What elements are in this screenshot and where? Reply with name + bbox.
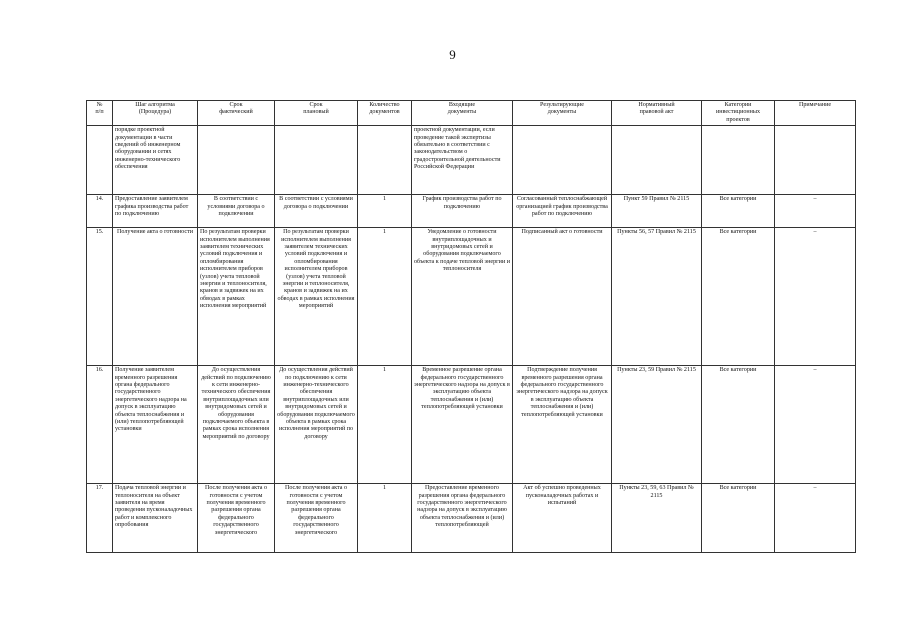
header-number: № п/п <box>87 101 113 126</box>
cell-planned-term: В соответствии с условиями договора о подключении <box>275 195 358 228</box>
header-actual-term: Срок фактический <box>198 101 275 126</box>
cell-note: – <box>775 484 856 553</box>
table-row <box>87 228 856 366</box>
cell-note <box>775 126 856 195</box>
cell-doc-count <box>358 126 412 195</box>
header-step: Шаг алгоритма (Процедура) <box>113 101 198 126</box>
table-header-row <box>87 101 856 126</box>
table-row <box>87 126 856 195</box>
cell-planned-term: По результатам проверки исполнителем выполнения заявителем технических условий подключения и опломбирования исполнителем приборов (узлов) учета тепловой энергии и теплоносителя, кранов и задвижек на их обводах в рамках исполнения мероприятий <box>275 228 358 366</box>
cell-result-docs <box>513 126 612 195</box>
cell-doc-count: 1 <box>358 366 412 484</box>
algorithm-table <box>86 100 856 553</box>
table-row <box>87 195 856 228</box>
cell-doc-count: 1 <box>358 195 412 228</box>
cell-step: порядке проектной документации в части сведений об инженерном оборудовании и сетях инженерно-технического обеспечения <box>113 126 198 195</box>
cell-category <box>702 126 775 195</box>
cell-category: Все категории <box>702 228 775 366</box>
cell-step: Предоставление заявителем графика производства работ по подключению <box>113 195 198 228</box>
table-row <box>87 366 856 484</box>
cell-note: – <box>775 366 856 484</box>
cell-category: Все категории <box>702 366 775 484</box>
cell-step: Получение акта о готовности <box>113 228 198 366</box>
cell-legal-act: Пункты 23, 59 Правил № 2115 <box>612 366 702 484</box>
cell-category: Все категории <box>702 484 775 553</box>
cell-incoming-docs: Предоставление временного разрешения органа федерального государственного энергетического надзора на допуск в эксплуатацию объекта теплоснабжения и (или) теплопотребляющей <box>412 484 513 553</box>
header-note: Примечание <box>775 101 856 126</box>
header-project-categories: Категории инвестиционных проектов <box>702 101 775 126</box>
cell-planned-term <box>275 126 358 195</box>
cell-planned-term: До осуществления действий по подключению к сети инженерно-технического обеспечения внутриплощадочных или внутридомовых сетей и оборудования подключаемого объекта в рамках срока исполнения мероприятий по договору <box>275 366 358 484</box>
cell-planned-term: После получения акта о готовности с учетом получения временного разрешения органа федерального государственного энергетического <box>275 484 358 553</box>
cell-actual-term: После получения акта о готовности с учетом получения временного разрешения органа федерального государственного энергетического <box>198 484 275 553</box>
cell-number: 16. <box>87 366 113 484</box>
cell-legal-act: Пункт 59 Правил № 2115 <box>612 195 702 228</box>
cell-legal-act: Пункты 56, 57 Правил № 2115 <box>612 228 702 366</box>
cell-legal-act <box>612 126 702 195</box>
cell-step: Подача тепловой энергии и теплоносителя на объект заявителя на время проведения пусконаладочных работ и комплексного опробования <box>113 484 198 553</box>
header-legal-act: Нормативный правовой акт <box>612 101 702 126</box>
cell-incoming-docs: Уведомление о готовности внутриплощадочных и внутридомовых сетей и оборудования подключаемого объекта к подаче тепловой энергии и теплоносителя <box>412 228 513 366</box>
cell-incoming-docs: График производства работ по подключению <box>412 195 513 228</box>
cell-doc-count: 1 <box>358 484 412 553</box>
cell-result-docs: Подтверждение получения временного разрешения органа федерального государственного энергетического надзора на допуск в эксплуатацию объекта теплоснабжения и (или) теплопотребляющей установки <box>513 366 612 484</box>
cell-result-docs: Согласованный теплоснабжающей организацией график производства работ по подключению <box>513 195 612 228</box>
cell-category: Все категории <box>702 195 775 228</box>
cell-number: 14. <box>87 195 113 228</box>
cell-incoming-docs: проектной документации, если проведение такой экспертизы обязательно в соответствии с законодательством о градостроительной деятельности Российской Федерации <box>412 126 513 195</box>
header-doc-count: Количество документов <box>358 101 412 126</box>
cell-legal-act: Пункты 23, 59, 63 Правил № 2115 <box>612 484 702 553</box>
table-row <box>87 484 856 553</box>
cell-actual-term <box>198 126 275 195</box>
cell-note: – <box>775 228 856 366</box>
cell-doc-count: 1 <box>358 228 412 366</box>
cell-number: 15. <box>87 228 113 366</box>
cell-actual-term: До осуществления действий по подключению к сети инженерно-технического обеспечения внутриплощадочных или внутридомовых сетей и оборудования подключаемого объекта в рамках срока исполнения мероприятий по договору <box>198 366 275 484</box>
cell-actual-term: По результатам проверки исполнителем выполнения заявителем технических условий подключения и опломбирования исполнителем приборов (узлов) учета тепловой энергии и теплоносителя, кранов и задвижек на их обводах в рамках исполнения мероприятий <box>198 228 275 366</box>
cell-result-docs: Подписанный акт о готовности <box>513 228 612 366</box>
cell-actual-term: В соответствии с условиями договора о подключении <box>198 195 275 228</box>
header-incoming-docs: Входящие документы <box>412 101 513 126</box>
cell-result-docs: Акт об успешно проведенных пусконаладочных работах и испытаний <box>513 484 612 553</box>
cell-step: Получение заявителем временного разрешения органа федерального государственного энергетического надзора на допуск в эксплуатацию объекта теплоснабжения и (или) теплопотребляющей установки <box>113 366 198 484</box>
cell-note: – <box>775 195 856 228</box>
cell-number <box>87 126 113 195</box>
header-planned-term: Срок плановый <box>275 101 358 126</box>
cell-incoming-docs: Временное разрешение органа федерального государственного энергетического надзора на допуск в эксплуатацию объекта теплоснабжения и (или) теплопотребляющей установки <box>412 366 513 484</box>
page-number: 9 <box>449 47 456 62</box>
header-result-docs: Результирующие документы <box>513 101 612 126</box>
cell-number: 17. <box>87 484 113 553</box>
